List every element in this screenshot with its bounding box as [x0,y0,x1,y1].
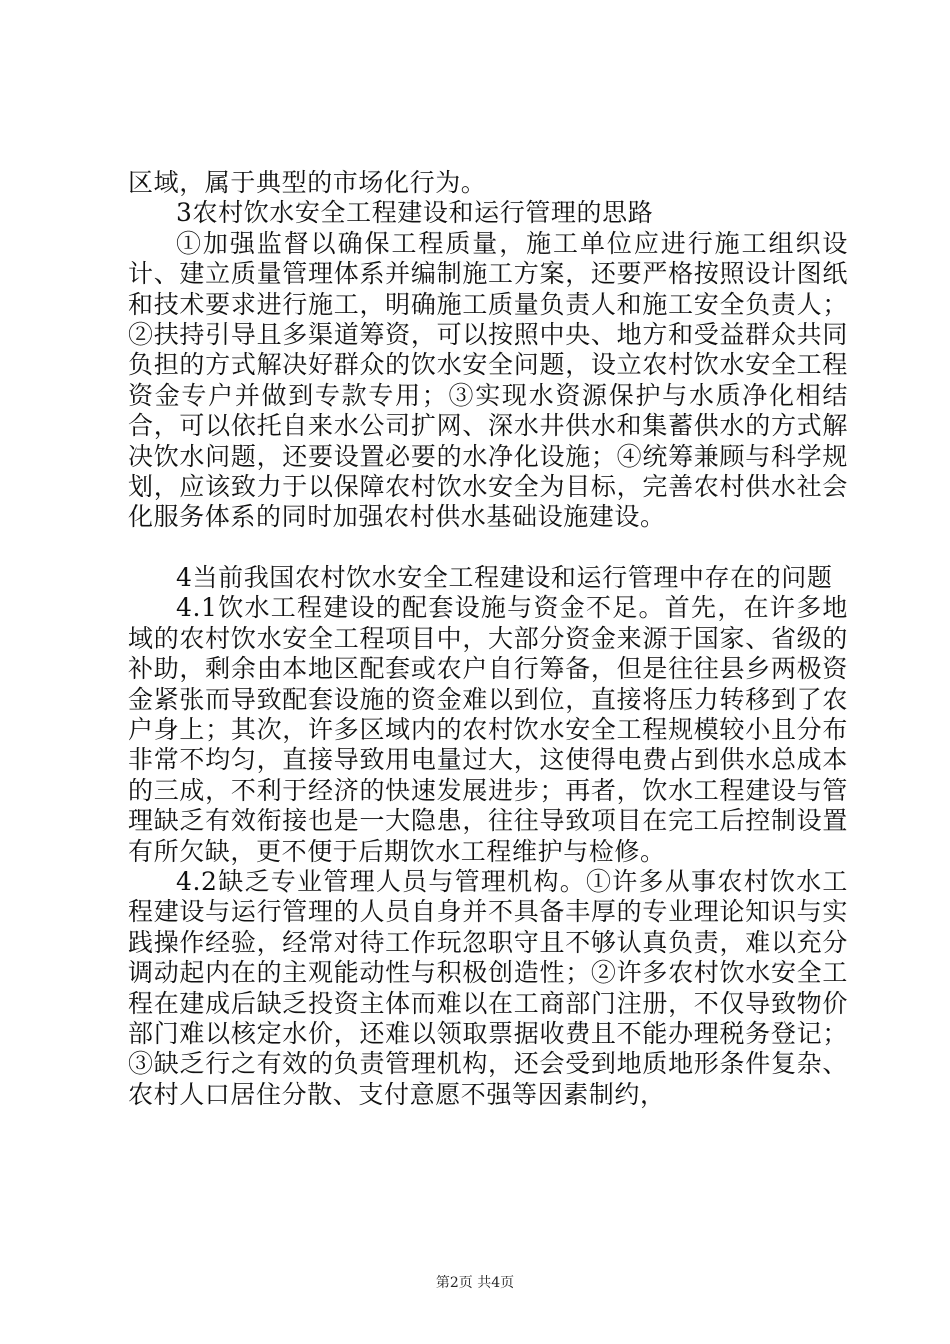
section-heading-3: 3农村饮水安全工程建设和运行管理的思路 [176,198,654,228]
paragraph-spacer [128,533,848,563]
paragraph-continuation: 区域，属于典型的市场化行为。 [128,168,487,197]
page-footer: 第2页 共4页 [435,1275,515,1291]
document-body [128,168,848,1110]
paragraph-section-4-2: 4.2缺乏专业管理人员与管理机构。①许多从事农村饮水工程建设与运行管理的人员自身并不具备丰厚的专业理论知识与实践操作经验，经常对待工作玩忽职守且不够认真负责，难以充分调动起内在的主观能动性与积极创造性；②许多农村饮水安全工程在建成后缺乏投资主体而难以在工商部门注册，不仅导致物价部门难以核定水价，还难以领取票据收费且不能办理税务登记；③缺乏行之有效的负责管理机构，还会受到地质地形条件复杂、农村人口居住分散、支付意愿不强等因素制约， [128,866,848,1109]
paragraph-section-4-1: 4.1饮水工程建设的配套设施与资金不足。首先，在许多地域的农村饮水安全工程项目中，大部分资金来源于国家、省级的补助，剩余由本地区配套或农户自行筹备，但是往往县乡两极资金紧张而导致配套设施的资金难以到位，直接将压力转移到了农户身上；其次，许多区域内的农村饮水安全工程规模较小且分布非常不均匀，直接导致用电量过大，这使得电费占到供水总成本的三成，不利于经济的快速发展进步；再者，饮水工程建设与管理缺乏有效衔接也是一大隐患，往往导致项目在完工后控制设置有所欠缺，更不便于后期饮水工程维护与检修。 [128,593,848,866]
paragraph-section-3: ①加强监督以确保工程质量，施工单位应进行施工组织设计、建立质量管理体系并编制施工方案，还要严格按照设计图纸和技术要求进行施工，明确施工质量负责人和施工安全负责人；②扶持引导且多渠道筹资，可以按照中央、地方和受益群众共同负担的方式解决好群众的饮水安全问题，设立农村饮水安全工程资金专户并做到专款专用；③实现水资源保护与水质净化相结合，可以依托自来水公司扩网、深水井供水和集蓄供水的方式解决饮水问题，还要设置必要的水净化设施；④统筹兼顾与科学规划，应该致力于以保障农村饮水安全为目标，完善农村供水社会化服务体系的同时加强农村供水基础设施建设。 [128,228,848,532]
section-heading-4: 4当前我国农村饮水安全工程建设和运行管理中存在的问题 [176,562,833,592]
